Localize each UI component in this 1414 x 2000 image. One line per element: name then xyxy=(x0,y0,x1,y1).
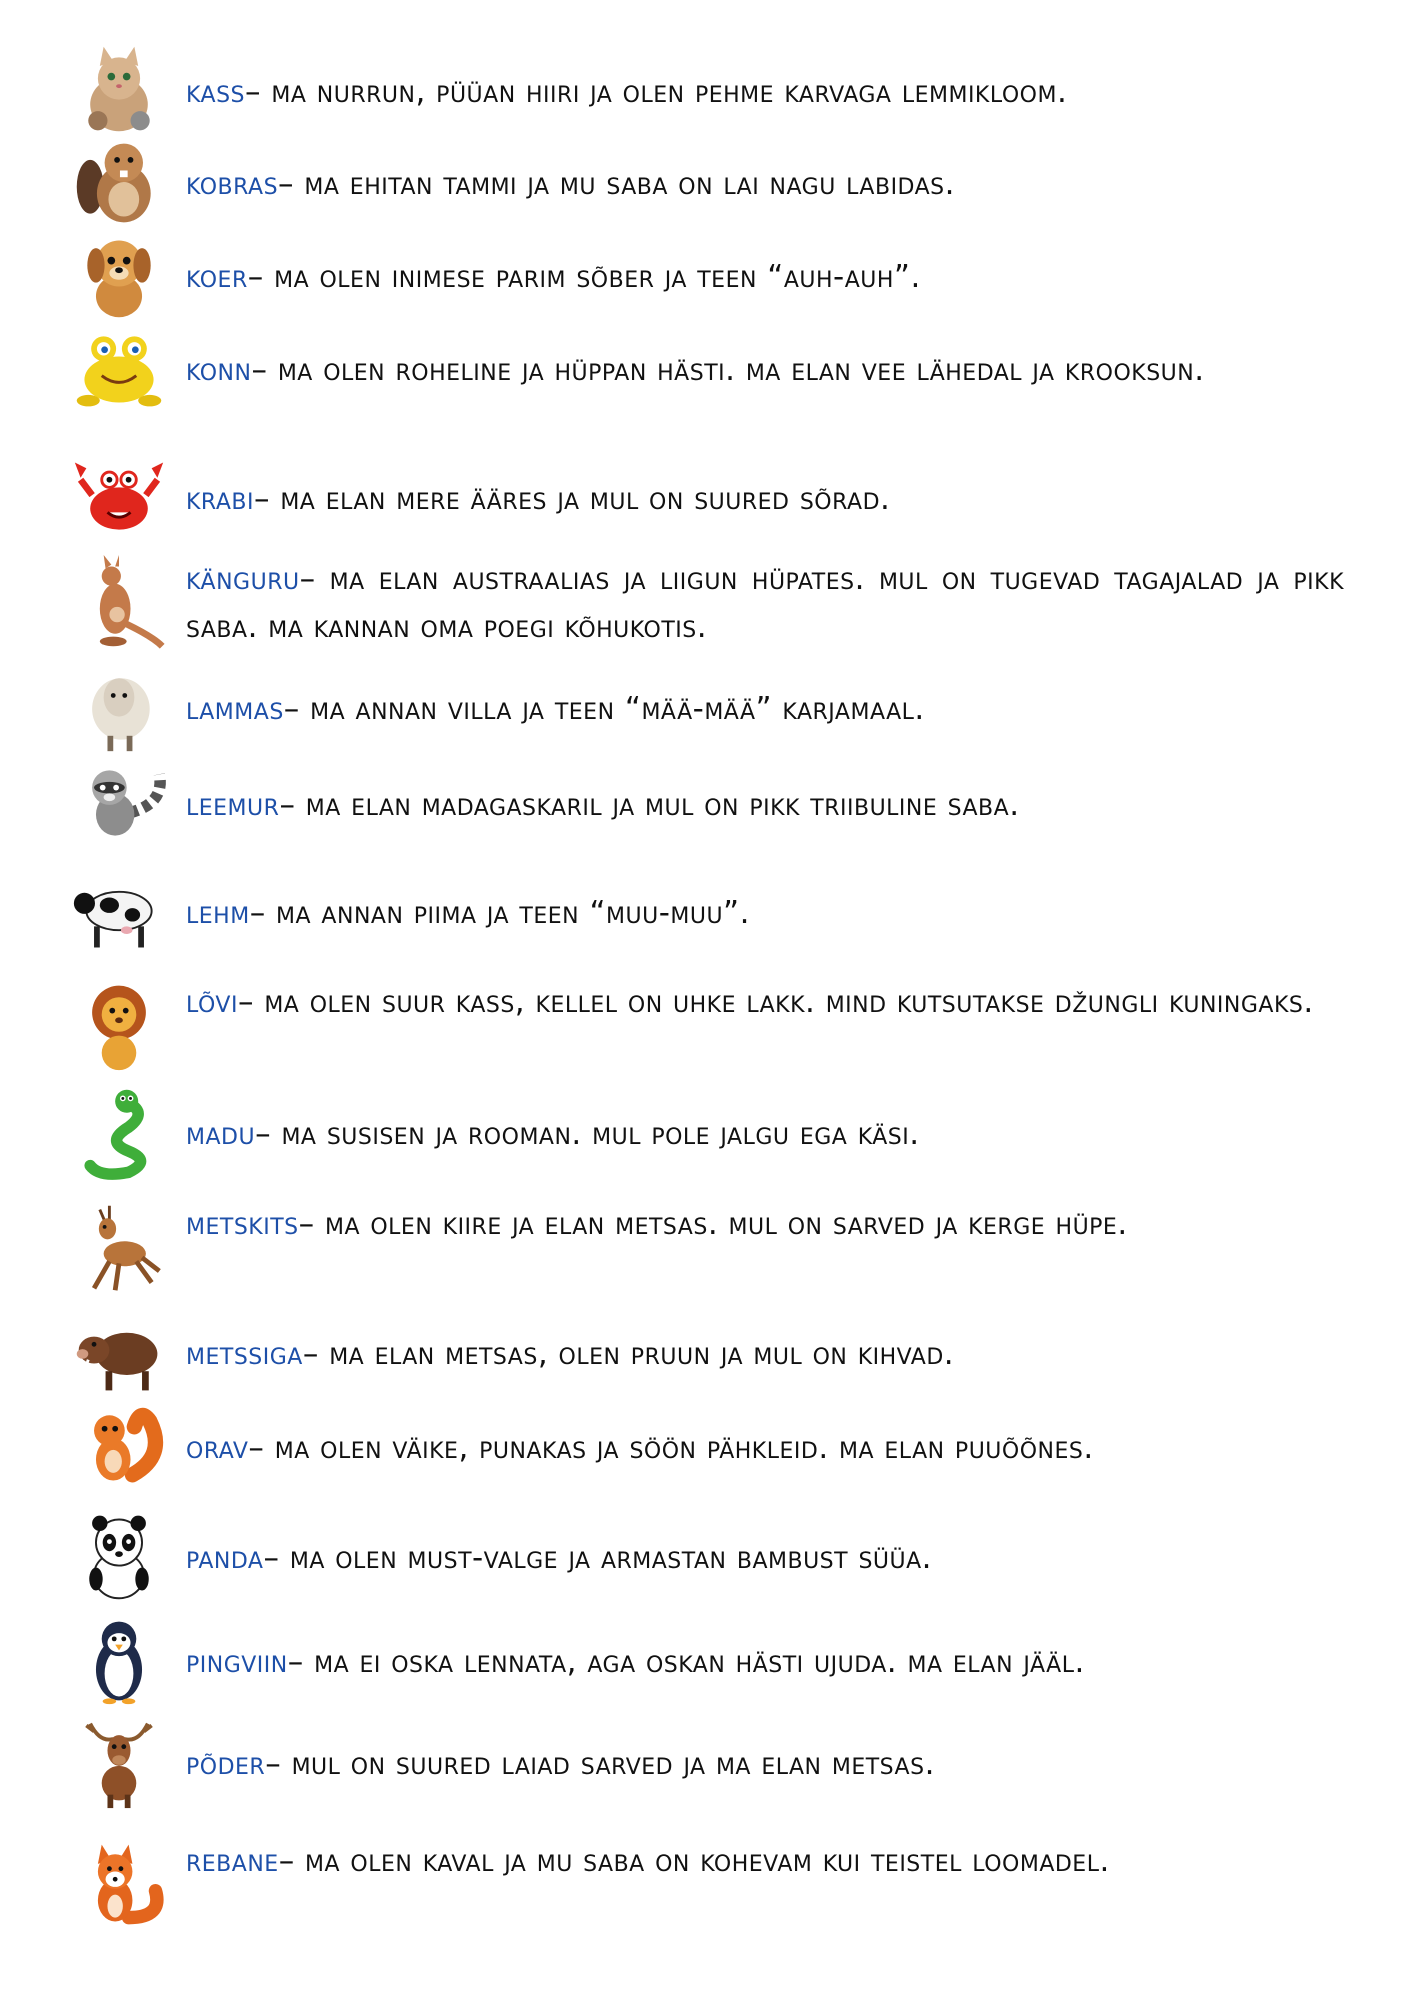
animal-description: ma annan villa ja teen “mää-mää” karjamaal. xyxy=(310,691,925,727)
animal-name: känguru xyxy=(186,561,300,597)
entry-text: lõvi– ma olen suur kass, kellel on uhke lakk. mind kutsutakse džungli kuningaks. xyxy=(186,984,1314,1020)
dog-icon xyxy=(60,227,178,323)
entry-konn xyxy=(60,346,1344,416)
animal-description: ma elan metsas, olen pruun ja mul on kihvad. xyxy=(329,1336,955,1372)
entry-metssiga xyxy=(60,1330,1344,1400)
animal-description: ma elan austraalias ja liigun hüpates. mul on tugevad tagajalad ja pikk saba. ma kannan oma poegi kõhukotis. xyxy=(186,561,1345,645)
kangaroo-icon xyxy=(60,555,178,651)
entry-madu xyxy=(60,1110,1344,1180)
animal-name: madu xyxy=(186,1116,256,1152)
moose-icon xyxy=(60,1714,178,1810)
animal-description: ma olen roheline ja hüppan hästi. ma elan vee lähedal ja krooksun. xyxy=(277,352,1205,388)
animal-name: metskits xyxy=(186,1206,299,1242)
animal-description: ma olen suur kass, kellel on uhke lakk. mind kutsutakse džungli kuningaks. xyxy=(264,984,1314,1020)
entry-text: känguru– ma elan austraalias ja liigun hüpates. mul on tugevad tagajalad ja pikk saba. ma kannan oma poegi kõhukotis. xyxy=(186,561,1345,645)
animal-description: ma olen väike, punakas ja söön pähkleid. ma elan puuõõnes. xyxy=(274,1430,1094,1466)
entry-text: kass– ma nurrun, püüan hiiri ja olen pehme karvaga lemmikloom. xyxy=(186,74,1068,110)
boar-icon xyxy=(60,1304,178,1400)
animal-name: põder xyxy=(186,1746,266,1782)
entry-text: kobras– ma ehitan tammi ja mu saba on lai nagu labidas. xyxy=(186,166,955,202)
cow-icon xyxy=(60,863,178,959)
entry-text: pingviin– ma ei oska lennata, aga oskan hästi ujuda. ma elan jääl. xyxy=(186,1644,1085,1680)
crab-icon xyxy=(60,449,178,545)
entry-text: lehm– ma annan piima ja teen “muu-muu”. xyxy=(186,895,750,931)
panda-icon xyxy=(60,1508,178,1604)
entry-text: krabi– ma elan mere ääres ja mul on suured sõrad. xyxy=(186,481,891,517)
entry-lovi xyxy=(60,978,1344,1074)
snake-icon xyxy=(60,1084,178,1180)
animal-name: lammas xyxy=(186,691,284,727)
animal-name: konn xyxy=(186,352,252,388)
animal-name: krabi xyxy=(186,481,254,517)
animal-description: ma ei oska lennata, aga oskan hästi ujuda. ma elan jääl. xyxy=(314,1644,1085,1680)
animal-name: lehm xyxy=(186,895,250,931)
entry-rebane xyxy=(60,1837,1344,1933)
animal-name: rebane xyxy=(186,1843,279,1879)
entry-koer xyxy=(60,253,1344,323)
squirrel-icon xyxy=(60,1398,178,1494)
animal-name: kobras xyxy=(186,166,279,202)
animal-name: orav xyxy=(186,1430,249,1466)
entry-text: madu– ma susisen ja rooman. mul pole jalgu ega käsi. xyxy=(186,1116,920,1152)
animal-name: pingviin xyxy=(186,1644,288,1680)
animal-description: ma olen must-valge ja armastan bambust süüa. xyxy=(289,1540,933,1576)
entry-kass xyxy=(60,68,1344,138)
entry-text: metskits– ma olen kiire ja elan metsas. mul on sarved ja kerge hüpe. xyxy=(186,1206,1128,1242)
animal-description: ma nurrun, püüan hiiri ja olen pehme karvaga lemmikloom. xyxy=(271,74,1068,110)
frog-icon xyxy=(60,320,178,416)
entry-lehm xyxy=(60,889,1344,959)
sheep-icon xyxy=(60,659,178,755)
entry-text: metssiga– ma elan metsas, olen pruun ja mul on kihvad. xyxy=(186,1336,955,1372)
entry-orav xyxy=(60,1424,1344,1494)
entry-leemur xyxy=(60,781,1344,851)
animal-name: kass xyxy=(186,74,246,110)
entry-text: lammas– ma annan villa ja teen “mää-mää” karjamaal. xyxy=(186,691,925,727)
deer-icon xyxy=(60,1200,178,1296)
entry-pingviin xyxy=(60,1638,1344,1708)
entry-poder xyxy=(60,1740,1344,1810)
entry-text: orav– ma olen väike, punakas ja söön pähkleid. ma elan puuõõnes. xyxy=(186,1430,1094,1466)
entry-panda xyxy=(60,1534,1344,1604)
animal-description: ma olen inimese parim sõber ja teen “auh-auh”. xyxy=(274,259,921,295)
fox-icon xyxy=(60,1837,178,1933)
entry-text: panda– ma olen must-valge ja armastan bambust süüa. xyxy=(186,1540,933,1576)
animal-name: leemur xyxy=(186,787,280,823)
entry-metskits xyxy=(60,1200,1344,1296)
animal-description: ma elan mere ääres ja mul on suured sõrad. xyxy=(280,481,891,517)
animal-description: ma annan piima ja teen “muu-muu”. xyxy=(276,895,750,931)
animal-name: panda xyxy=(186,1540,264,1576)
entry-text: leemur– ma elan madagaskaril ja mul on pikk triibuline saba. xyxy=(186,787,1020,823)
lemur-icon xyxy=(60,755,178,851)
beaver-icon xyxy=(60,134,178,230)
cat-icon xyxy=(60,42,178,138)
animal-description: ma susisen ja rooman. mul pole jalgu ega käsi. xyxy=(281,1116,920,1152)
animal-description: ma elan madagaskaril ja mul on pikk triibuline saba. xyxy=(305,787,1020,823)
animal-description: ma olen kaval ja mu saba on kohevam kui teistel loomadel. xyxy=(305,1843,1110,1879)
entry-text: konn– ma olen roheline ja hüppan hästi. ma elan vee lähedal ja krooksun. xyxy=(186,352,1205,388)
animal-name: metssiga xyxy=(186,1336,303,1372)
entry-kanguru xyxy=(60,555,1344,651)
entry-lammas xyxy=(60,685,1344,755)
penguin-icon xyxy=(60,1612,178,1708)
animal-description: mul on suured laiad sarved ja ma elan metsas. xyxy=(291,1746,935,1782)
entry-text: koer– ma olen inimese parim sõber ja teen “auh-auh”. xyxy=(186,259,921,295)
animal-description: ma olen kiire ja elan metsas. mul on sarved ja kerge hüpe. xyxy=(324,1206,1128,1242)
animal-name: koer xyxy=(186,259,248,295)
entry-kobras xyxy=(60,160,1344,230)
lion-icon xyxy=(60,978,178,1074)
animal-name: lõvi xyxy=(186,984,238,1020)
entry-krabi xyxy=(60,475,1344,545)
entry-text: põder– mul on suured laiad sarved ja ma elan metsas. xyxy=(186,1746,935,1782)
entry-text: rebane– ma olen kaval ja mu saba on kohevam kui teistel loomadel. xyxy=(186,1843,1110,1879)
animal-description: ma ehitan tammi ja mu saba on lai nagu labidas. xyxy=(304,166,955,202)
